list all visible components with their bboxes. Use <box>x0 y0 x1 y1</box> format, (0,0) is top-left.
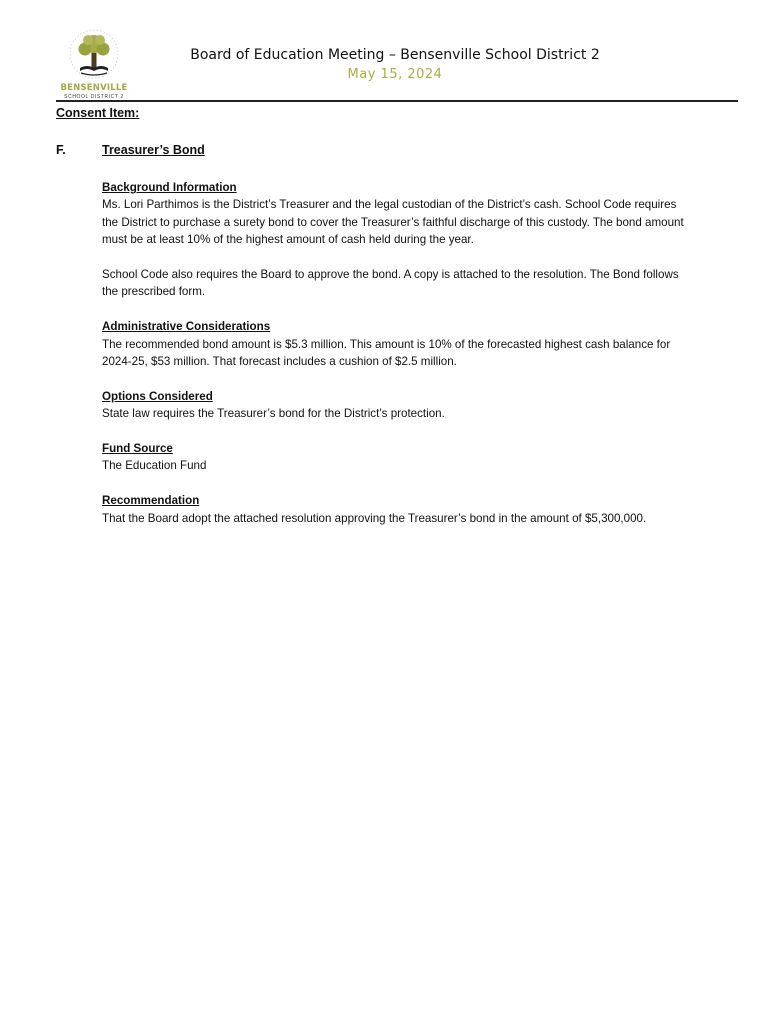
background-text-2: School Code also requires the Board to approve the bond. A copy is attached to the resolution. The Bond follows the prescribed form. <box>102 268 679 299</box>
district-logo <box>56 28 132 102</box>
tree-emblem-icon <box>56 28 132 84</box>
header-divider <box>56 100 738 102</box>
fund-section <box>102 440 690 475</box>
options-text: State law requires the Treasurer’s bond for the District’s protection. <box>102 407 445 421</box>
options-heading: Options Considered <box>102 389 213 403</box>
item-title: Treasurer’s Bond <box>102 143 205 157</box>
logo-name: BENSENVILLE <box>60 83 128 93</box>
recommendation-heading: Recommendation <box>102 494 200 508</box>
fund-text: The Education Fund <box>102 459 207 473</box>
page-title: Board of Education Meeting – Bensenville School District 2 <box>190 47 600 63</box>
background-section-2 <box>102 266 690 301</box>
recommendation-section <box>102 492 690 527</box>
item-body <box>102 179 690 544</box>
options-section <box>102 388 690 423</box>
section-label: Consent Item: <box>56 106 140 120</box>
logo-subtitle: SCHOOL DISTRICT 2 <box>64 94 124 100</box>
background-section <box>102 179 690 249</box>
background-text: Ms. Lori Parthimos is the District’s Treasurer and the legal custodian of the District’s cash. School Code requires the District to purchase a surety bond to cover the Treasurer’s faithful discharge of this custody. The bond amount must be at least 10% of the highest amount of cash held during the year. <box>102 198 684 247</box>
fund-heading: Fund Source <box>102 442 173 456</box>
administrative-section <box>102 318 690 370</box>
recommendation-text: That the Board adopt the attached resolution approving the Treasurer’s bond in the amount of $5,300,000. <box>102 511 647 525</box>
administrative-text: The recommended bond amount is $5.3 million. This amount is 10% of the forecasted highest cash balance for 2024-25, $53 million. That forecast includes a cushion of $2.5 million. <box>102 337 671 369</box>
background-heading: Background Information <box>102 181 237 194</box>
item-letter: F. <box>56 143 66 157</box>
meeting-date: May 15, 2024 <box>347 67 443 82</box>
administrative-heading: Administrative Considerations <box>102 320 271 334</box>
